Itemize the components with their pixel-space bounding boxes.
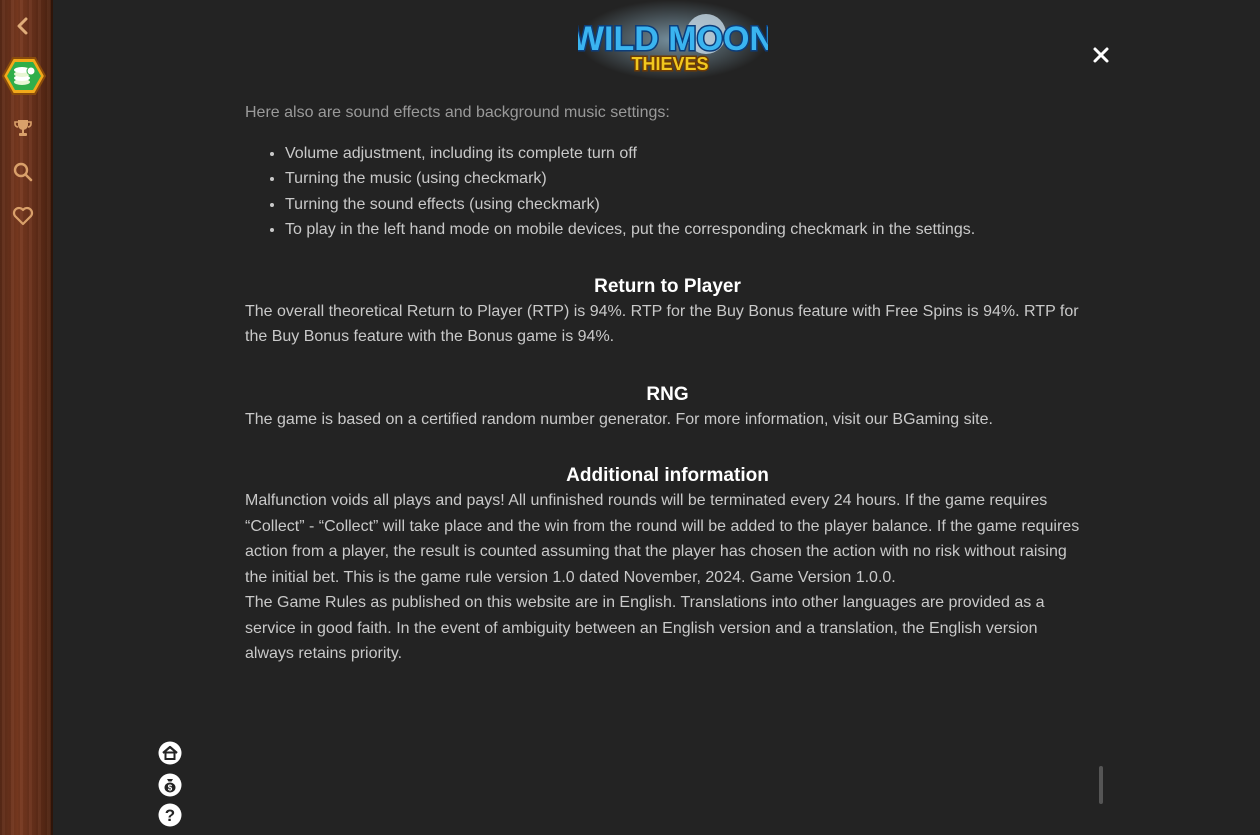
rules-content bbox=[245, 100, 1090, 667]
rng-text: The game is based on a certified random number generator. For more information, visit our BGaming site. bbox=[245, 410, 993, 428]
scrollbar-thumb[interactable] bbox=[1099, 766, 1103, 804]
trophy-icon[interactable] bbox=[0, 116, 46, 140]
logo-line1: WILD MOON bbox=[578, 20, 768, 58]
language-notice-text: The Game Rules as published on this website are in English. Translations into other languages are provided as a service in good faith. In the event of ambiguity between an English version and a translation, the English version always retains priority. bbox=[245, 594, 1045, 662]
list-item: • Turning the sound effects (using checkmark) bbox=[285, 192, 1090, 218]
additional-info-heading: Additional information bbox=[566, 465, 769, 486]
close-icon[interactable] bbox=[1090, 44, 1112, 66]
sidebar bbox=[0, 0, 53, 835]
settings-list bbox=[245, 141, 1090, 243]
additional-info-text: Malfunction voids all plays and pays! All unfinished rounds will be terminated every 24 hours. If the game requires “Collect” - “Collect” will take place and the win from the round will be added to the player balance. If the game requires action from a player, the result is counted assuming that the player has chosen the action with no risk without raising the initial bet. This is the game rule version 1.0 dated November, 2024. Game Version 1.0.0. bbox=[245, 492, 1080, 586]
chevron-left-icon[interactable] bbox=[0, 14, 46, 38]
svg-text:$: $ bbox=[167, 783, 173, 793]
logo-line2: THIEVES bbox=[631, 54, 709, 74]
list-item: • To play in the left hand mode on mobile devices, put the corresponding checkmark in the settings. bbox=[285, 217, 1090, 243]
heart-icon[interactable] bbox=[0, 204, 46, 228]
game-logo bbox=[578, 0, 768, 80]
rtp-text: The overall theoretical Return to Player (RTP) is 94%. RTP for the Buy Bonus feature with Free Spins is 94%. RTP for the Buy Bonus feature with the Bonus game is 94%. bbox=[245, 302, 1079, 345]
home-icon[interactable] bbox=[158, 741, 182, 765]
rng-heading: RNG bbox=[646, 383, 689, 405]
rtp-heading: Return to Player bbox=[594, 275, 741, 297]
help-icon[interactable] bbox=[158, 803, 182, 827]
list-item: • Turning the music (using checkmark) bbox=[285, 166, 1090, 192]
money-bag-icon[interactable] bbox=[158, 773, 182, 797]
settings-intro: Here also are sound effects and background music settings: bbox=[245, 104, 670, 121]
help-label: ? bbox=[164, 806, 176, 825]
search-icon[interactable] bbox=[0, 160, 46, 184]
coins-badge-icon[interactable] bbox=[2, 56, 46, 96]
list-item: • Volume adjustment, including its complete turn off bbox=[285, 141, 1090, 167]
